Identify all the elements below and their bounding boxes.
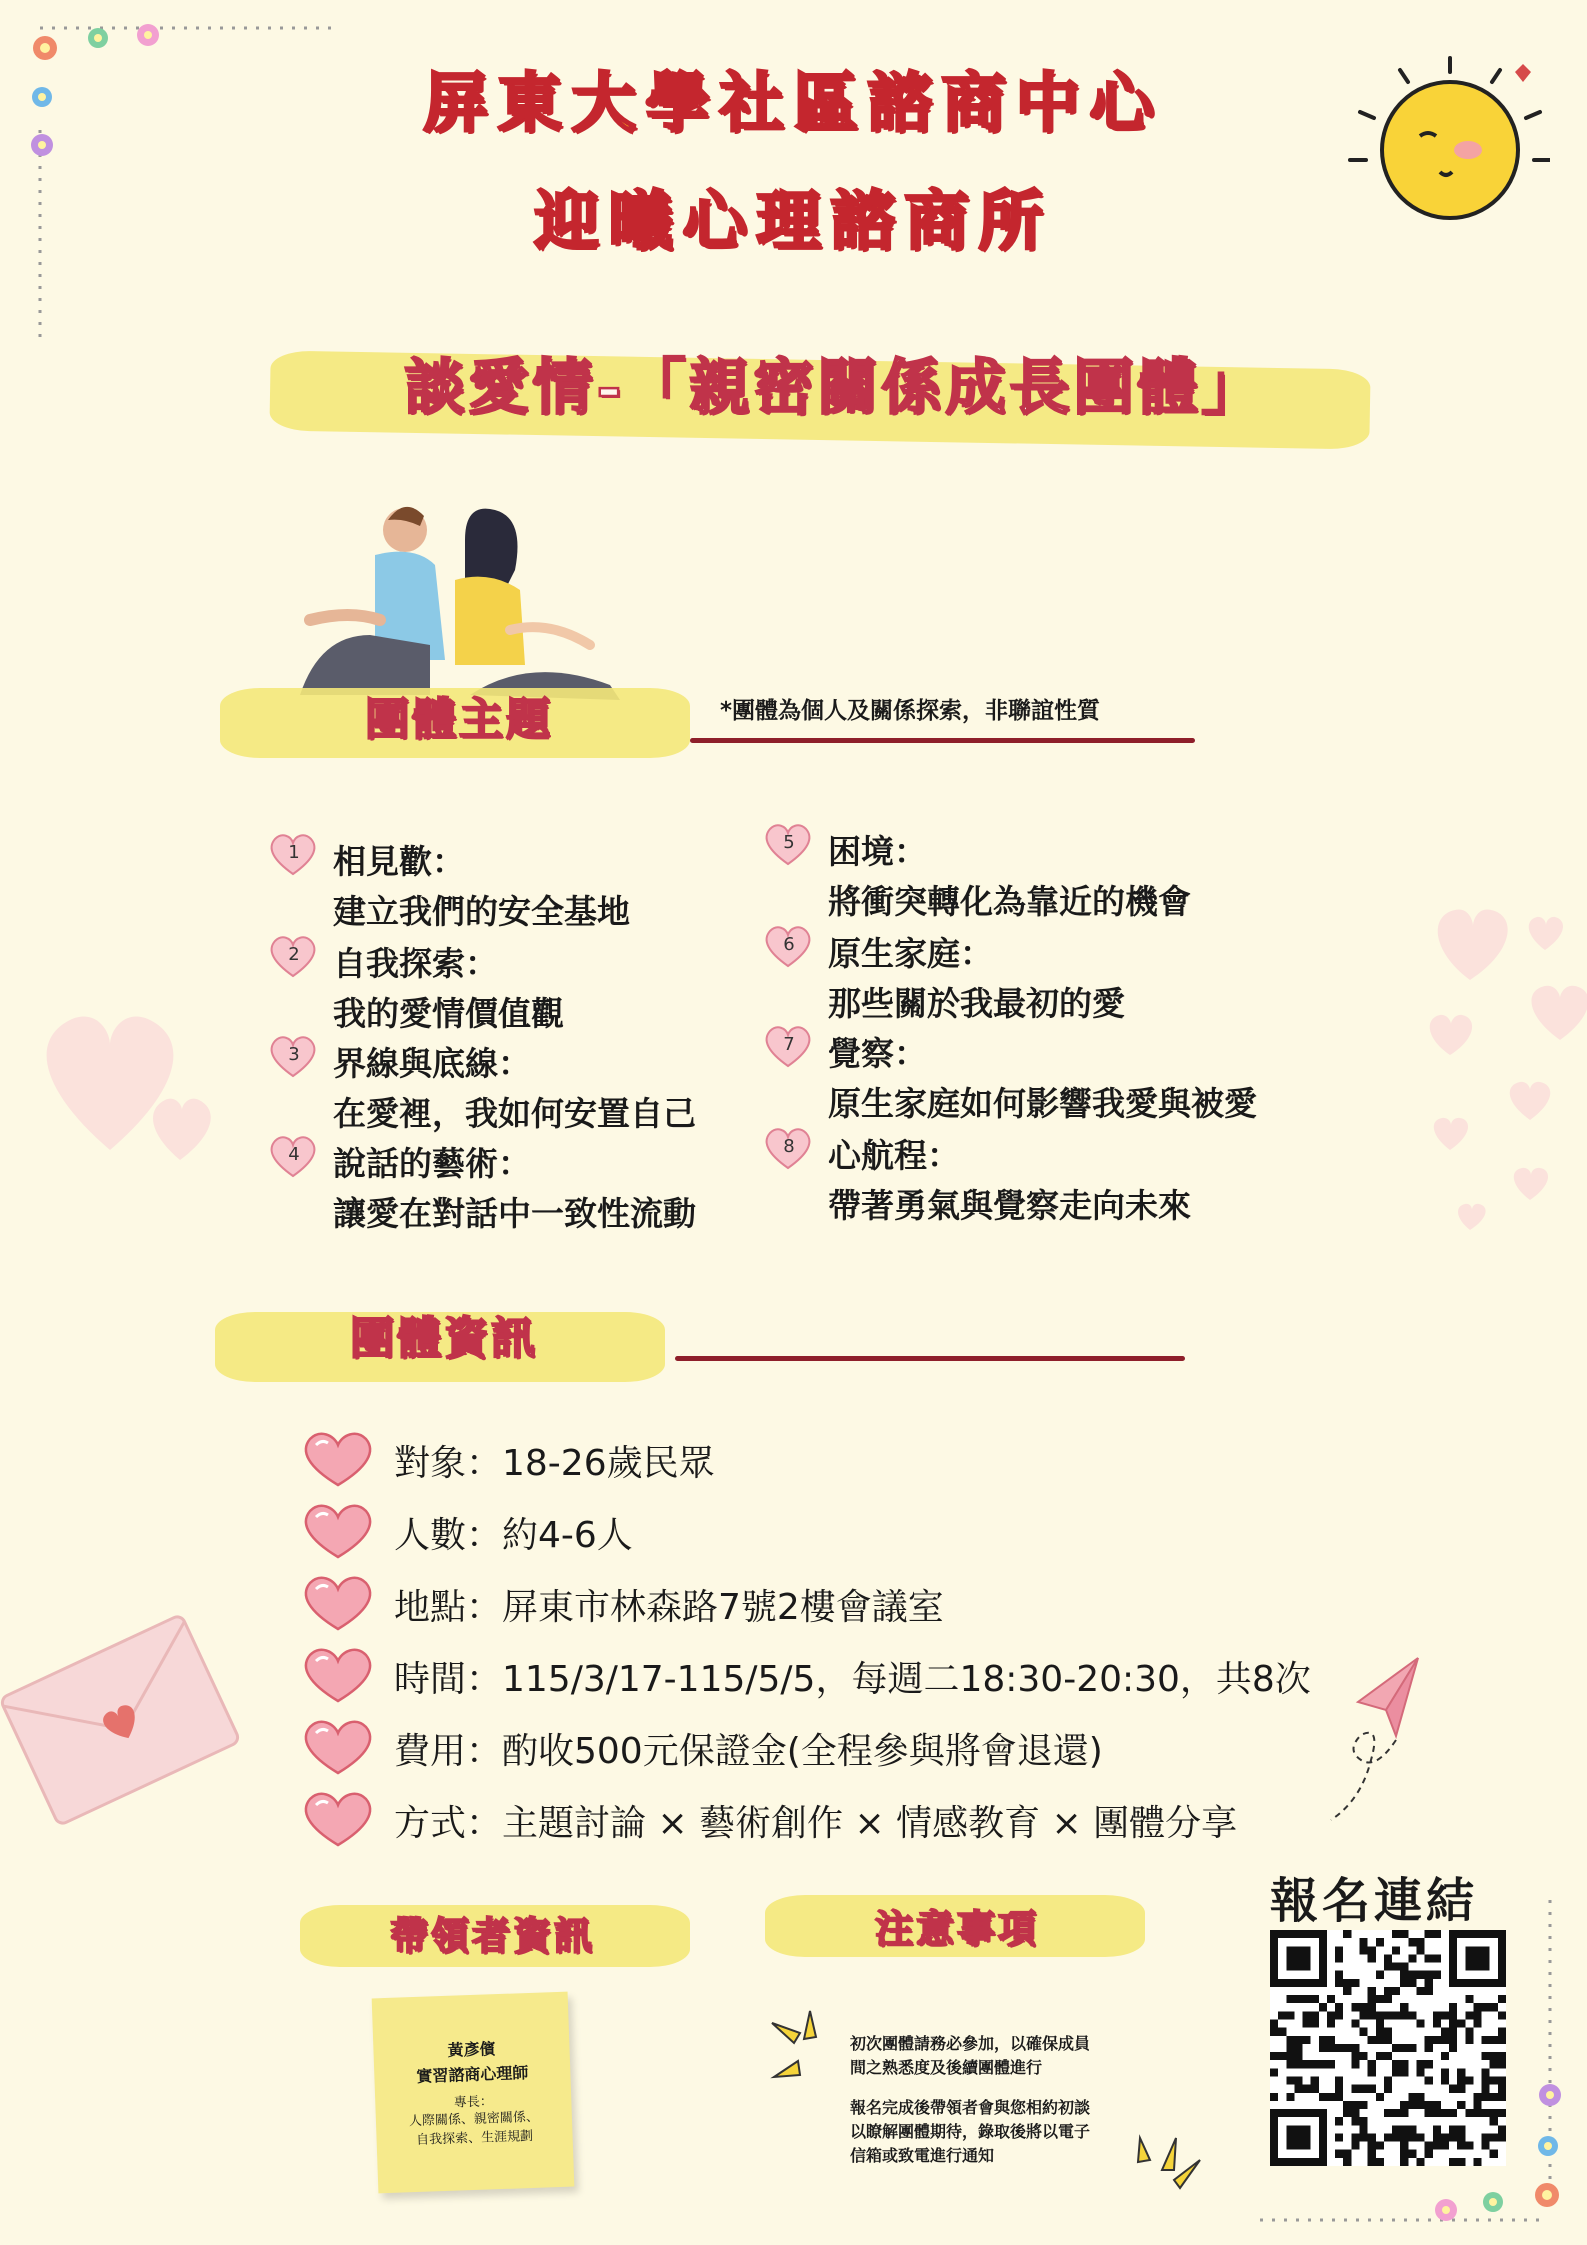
info-text: 人數：約4-6人 — [394, 1515, 633, 1556]
notice-paragraph-1 — [850, 2032, 1090, 2080]
heart-icon — [298, 1713, 378, 1777]
theme-description: 建立我們的安全基地 — [333, 892, 630, 931]
heart-decoration-right — [1410, 890, 1587, 1410]
themes-section-label: 團體主題 — [365, 694, 553, 745]
leader-specialty-label: 專長： — [453, 2094, 494, 2111]
registration-label: 報名連結 — [1270, 1873, 1479, 1929]
theme-description: 那些關於我最初的愛 — [828, 984, 1125, 1023]
info-text: 費用：酌收500元保證金(全程參與將會退還) — [394, 1731, 1103, 1772]
theme-title: 困境： — [828, 832, 927, 871]
themes-note: *團體為個人及關係探索，非聯誼性質 — [720, 698, 1101, 724]
theme-description: 讓愛在對話中一致性流動 — [333, 1194, 696, 1233]
leader-role: 實習諮商心理師 — [416, 2063, 529, 2086]
theme-number: 5 — [783, 832, 795, 853]
theme-description: 在愛裡，我如何安置自己 — [333, 1094, 696, 1133]
theme-description: 帶著勇氣與覺察走向未來 — [828, 1186, 1191, 1225]
paper-plane-icon — [1300, 1650, 1450, 1850]
theme-title: 心航程： — [828, 1136, 960, 1175]
group-title: 談愛情-「親密關係成長團體」 — [404, 353, 1266, 423]
theme-description: 我的愛情價值觀 — [333, 994, 564, 1033]
theme-number: 8 — [783, 1136, 795, 1157]
leader-section-label: 帶領者資訊 — [390, 1913, 596, 1958]
notice-line: 以瞭解團體期待，錄取後將以電子 — [850, 2122, 1091, 2141]
heart-icon — [298, 1785, 378, 1849]
notice-line: 間之熟悉度及後續團體進行 — [850, 2058, 1043, 2077]
heart-icon — [298, 1641, 378, 1705]
info-text: 方式：主題討論 × 藝術創作 × 情感教育 × 團體分享 — [394, 1803, 1238, 1844]
theme-number: 4 — [288, 1144, 300, 1165]
info-text: 時間：115/3/17-115/5/5，每週二18:30-20:30，共8次 — [394, 1659, 1311, 1700]
info-section-label: 團體資訊 — [350, 1313, 538, 1364]
theme-number: 1 — [288, 842, 300, 863]
theme-number: 2 — [288, 944, 300, 965]
theme-number: 7 — [783, 1034, 795, 1055]
notice-line: 初次團體請務必參加，以確保成員 — [850, 2034, 1091, 2053]
sparkle-icon-right — [1130, 2130, 1210, 2210]
center-name-title: 屏東大學社區諮商中心 — [423, 66, 1164, 141]
sparkle-icon-left — [760, 2005, 830, 2095]
couple-illustration — [280, 500, 640, 700]
info-rule — [675, 1356, 1185, 1361]
heart-icon — [298, 1425, 378, 1489]
themes-rule — [690, 738, 1195, 743]
theme-description: 原生家庭如何影響我愛與被愛 — [828, 1084, 1257, 1123]
leader-sticky-note — [372, 1992, 575, 2194]
notice-line: 報名完成後帶領者會與您相約初談 — [850, 2098, 1091, 2117]
heart-icon — [298, 1497, 378, 1561]
info-text: 對象：18-26歲民眾 — [394, 1443, 715, 1484]
clinic-name-title: 迎曦心理諮商所 — [534, 184, 1053, 259]
theme-title: 界線與底線： — [333, 1044, 531, 1083]
theme-number: 6 — [783, 934, 795, 955]
leader-specialty-line2: 自我探索、生涯規劃 — [415, 2128, 534, 2149]
theme-description: 將衝突轉化為靠近的機會 — [828, 882, 1191, 921]
notice-paragraph-2 — [850, 2096, 1090, 2168]
theme-number: 3 — [288, 1044, 300, 1065]
heart-icon — [298, 1569, 378, 1633]
theme-title: 說話的藝術： — [333, 1144, 531, 1183]
theme-title: 相見歡： — [333, 842, 465, 881]
theme-title: 原生家庭： — [828, 934, 993, 973]
info-text: 地點：屏東市林森路7號2樓會議室 — [394, 1587, 944, 1628]
notice-line: 信箱或致電進行通知 — [850, 2146, 995, 2165]
registration-qr-code[interactable] — [1270, 1930, 1506, 2166]
heart-decoration-left — [20, 970, 220, 1170]
leader-specialty-line1: 人際關係、親密關係、 — [408, 2109, 540, 2130]
notice-section-label: 注意事項 — [875, 1906, 1040, 1951]
envelope-icon — [0, 1590, 240, 1850]
theme-title: 自我探索： — [333, 944, 498, 983]
theme-title: 覺察： — [828, 1034, 927, 1073]
leader-name: 黃彥儐 — [447, 2039, 496, 2060]
